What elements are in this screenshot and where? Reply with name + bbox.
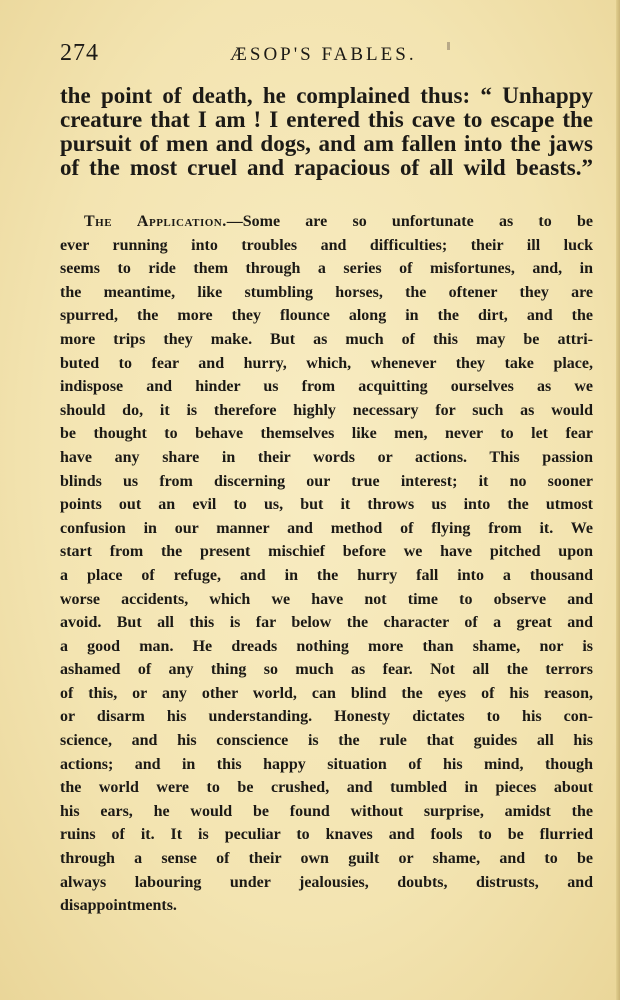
- running-head: ÆSOP'S FABLES.: [230, 44, 417, 65]
- text-line: more trips they make. But as much of this may be attri-: [60, 330, 593, 348]
- text-line: ever running into troubles and difficulties; their ill luck: [60, 236, 593, 254]
- page-header: [60, 40, 590, 70]
- text-line: blinds us from discerning our true interest; it no sooner: [60, 472, 593, 490]
- application-heading: The Application.: [84, 213, 227, 230]
- text-line: through a sense of their own guilt or shame, and to be: [60, 850, 593, 868]
- text-line: worse accidents, which we have not time to observe and: [60, 590, 593, 608]
- page-number: 274: [60, 40, 99, 66]
- text-line: seems to ride them through a series of misfortunes, and, in: [60, 260, 593, 278]
- text-line: the meantime, like stumbling horses, the oftener they are: [60, 283, 593, 301]
- text-line: spurred, the more they flounce along in the dirt, and the: [60, 307, 593, 325]
- text-line: be thought to behave themselves like men, never to let fear: [60, 425, 593, 443]
- fable-ending: [60, 84, 593, 180]
- text-line: the point of death, he complained thus: “ Unhappy: [60, 83, 593, 108]
- text-line: a place of refuge, and in the hurry fall into a thousand: [60, 566, 593, 584]
- text-line: indispose and hinder us from acquitting ourselves as we: [60, 378, 593, 396]
- text-line: of the most cruel and rapacious of all wild beasts.”: [60, 155, 593, 180]
- text-line: buted to fear and hurry, which, whenever they take place,: [60, 354, 593, 372]
- text-line: —Some are so unfortunate as to be: [226, 213, 593, 230]
- text-line: confusion in our manner and method of flying from it. We: [60, 519, 593, 537]
- text-line: avoid. But all this is far below the character of a great and: [60, 614, 593, 632]
- text-line: ruins of it. It is peculiar to knaves and fools to be flurried: [60, 826, 593, 844]
- text-line: his ears, he would be found without surprise, amidst the: [60, 802, 593, 820]
- text-line: disappointments.: [60, 897, 177, 915]
- text-line: points out an evil to us, but it throws us into the utmost: [60, 496, 593, 514]
- application-first-line: [60, 210, 593, 234]
- text-line: ashamed of any thing so much as fear. Not all the terrors: [60, 661, 593, 679]
- text-line: always labouring under jealousies, doubts, distrusts, and: [60, 873, 593, 891]
- application-paragraph: [60, 210, 593, 918]
- text-line: have any share in their words or actions. This passion: [60, 448, 593, 466]
- text-line: should do, it is therefore highly necessary for such as would: [60, 401, 593, 419]
- text-line: actions; and in this happy situation of his mind, though: [60, 755, 593, 773]
- page-edge: [616, 0, 620, 1000]
- text-line: start from the present mischief before we have pitched upon: [60, 543, 593, 561]
- text-line: the world were to be crushed, and tumbled in pieces about: [60, 779, 593, 797]
- text-line: of this, or any other world, can blind the eyes of his reason,: [60, 684, 593, 702]
- text-line: pursuit of men and dogs, and am fallen into the jaws: [60, 131, 593, 156]
- text-line: or disarm his understanding. Honesty dictates to his con-: [60, 708, 593, 726]
- text-line: science, and his conscience is the rule that guides all his: [60, 732, 593, 750]
- text-line: creature that I am ! I entered this cave to escape the: [60, 107, 593, 132]
- text-line: a good man. He dreads nothing more than shame, nor is: [60, 637, 593, 655]
- printer-mark: [447, 42, 450, 50]
